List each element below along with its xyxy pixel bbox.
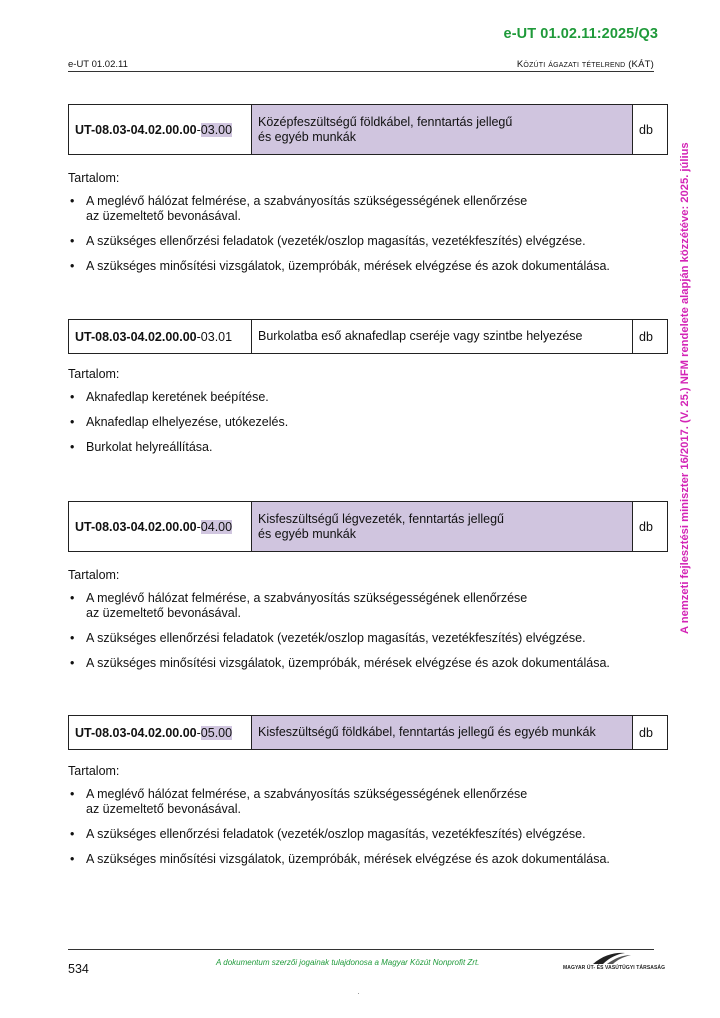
footer-divider (68, 949, 654, 950)
header-right: Közúti ágazati tételrend (KÁT) (516, 59, 654, 70)
item-code-table (68, 104, 668, 155)
content-label: Tartalom: (68, 367, 120, 381)
item-code-table (68, 319, 668, 354)
list-item: • Burkolat helyreállítása. (68, 440, 668, 455)
list-item: • A szükséges ellenőrzési feladatok (vezeték/oszlop magasítás, vezetékfeszítés) elvégzése. (68, 631, 668, 646)
list-item: • A szükséges minősítési vizsgálatok, üzempróbák, mérések elvégzése és azok dokumentálása. (68, 259, 668, 274)
item-block (68, 501, 668, 681)
content-list (68, 390, 668, 455)
item-description: Középfeszültségű földkábel, fenntartás jellegű és egyéb munkák (252, 105, 633, 155)
item-code: UT-08.03-04.02.00.00-03.01 (69, 320, 252, 354)
list-item: • A meglévő hálózat felmérése, a szabványosítás szükségességének ellenőrzése az üzemeltető bevonásával. (68, 591, 668, 621)
side-publication-note: A nemzeti fejlesztési miniszter 16/2017. (V. 25.) NFM rendelete alapján közzétéve: 2025. július (679, 142, 691, 634)
list-item: • A szükséges ellenőrzési feladatok (vezeték/oszlop magasítás, vezetékfeszítés) elvégzése. (68, 234, 668, 249)
content-list (68, 787, 668, 867)
header-left: e-UT 01.02.11 (68, 59, 128, 70)
content-list (68, 591, 668, 671)
item-block (68, 104, 668, 284)
item-code-table (68, 715, 668, 750)
item-unit: db (633, 716, 668, 750)
item-block (68, 319, 668, 465)
document-code: e-UT 01.02.11:2025/Q3 (503, 26, 658, 42)
list-item: • A szükséges minősítési vizsgálatok, üzempróbák, mérések elvégzése és azok dokumentálása. (68, 852, 668, 867)
copyright-note: A dokumentum szerzői jogainak tulajdonosa a Magyar Közút Nonprofit Zrt. (216, 958, 480, 967)
item-description: Kisfeszültségű földkábel, fenntartás jellegű és egyéb munkák (252, 716, 633, 750)
item-unit: db (633, 502, 668, 552)
content-label: Tartalom: (68, 568, 120, 582)
item-code: UT-08.03-04.02.00.00-03.00 (69, 105, 252, 155)
content-list (68, 194, 668, 274)
item-block (68, 715, 668, 877)
list-item: • Aknafedlap keretének beépítése. (68, 390, 668, 405)
item-code: UT-08.03-04.02.00.00-04.00 (69, 502, 252, 552)
page-number: 534 (68, 962, 89, 976)
header-divider (68, 71, 654, 72)
item-code: UT-08.03-04.02.00.00-05.00 (69, 716, 252, 750)
content-label: Tartalom: (68, 171, 120, 185)
item-description: Kisfeszültségű légvezeték, fenntartás jellegű és egyéb munkák (252, 502, 633, 552)
item-unit: db (633, 105, 668, 155)
list-item: • A meglévő hálózat felmérése, a szabványosítás szükségességének ellenőrzése az üzemeltető bevonásával. (68, 194, 668, 224)
list-item: • A meglévő hálózat felmérése, a szabványosítás szükségességének ellenőrzése az üzemeltető bevonásával. (68, 787, 668, 817)
item-unit: db (633, 320, 668, 354)
list-item: • A szükséges ellenőrzési feladatok (vezeték/oszlop magasítás, vezetékfeszítés) elvégzése. (68, 827, 668, 842)
publisher-logo-text: MAGYAR ÚT- ÉS VASÚTÜGYI TÁRSASÁG (563, 965, 666, 971)
content-label: Tartalom: (68, 764, 120, 778)
publisher-logo (563, 951, 666, 973)
item-code-table (68, 501, 668, 552)
scan-dot (358, 993, 359, 994)
list-item: • A szükséges minősítési vizsgálatok, üzempróbák, mérések elvégzése és azok dokumentálása. (68, 656, 668, 671)
list-item: • Aknafedlap elhelyezése, utókezelés. (68, 415, 668, 430)
item-description: Burkolatba eső aknafedlap cseréje vagy szintbe helyezése (252, 320, 633, 354)
road-swoosh-icon (563, 951, 655, 965)
